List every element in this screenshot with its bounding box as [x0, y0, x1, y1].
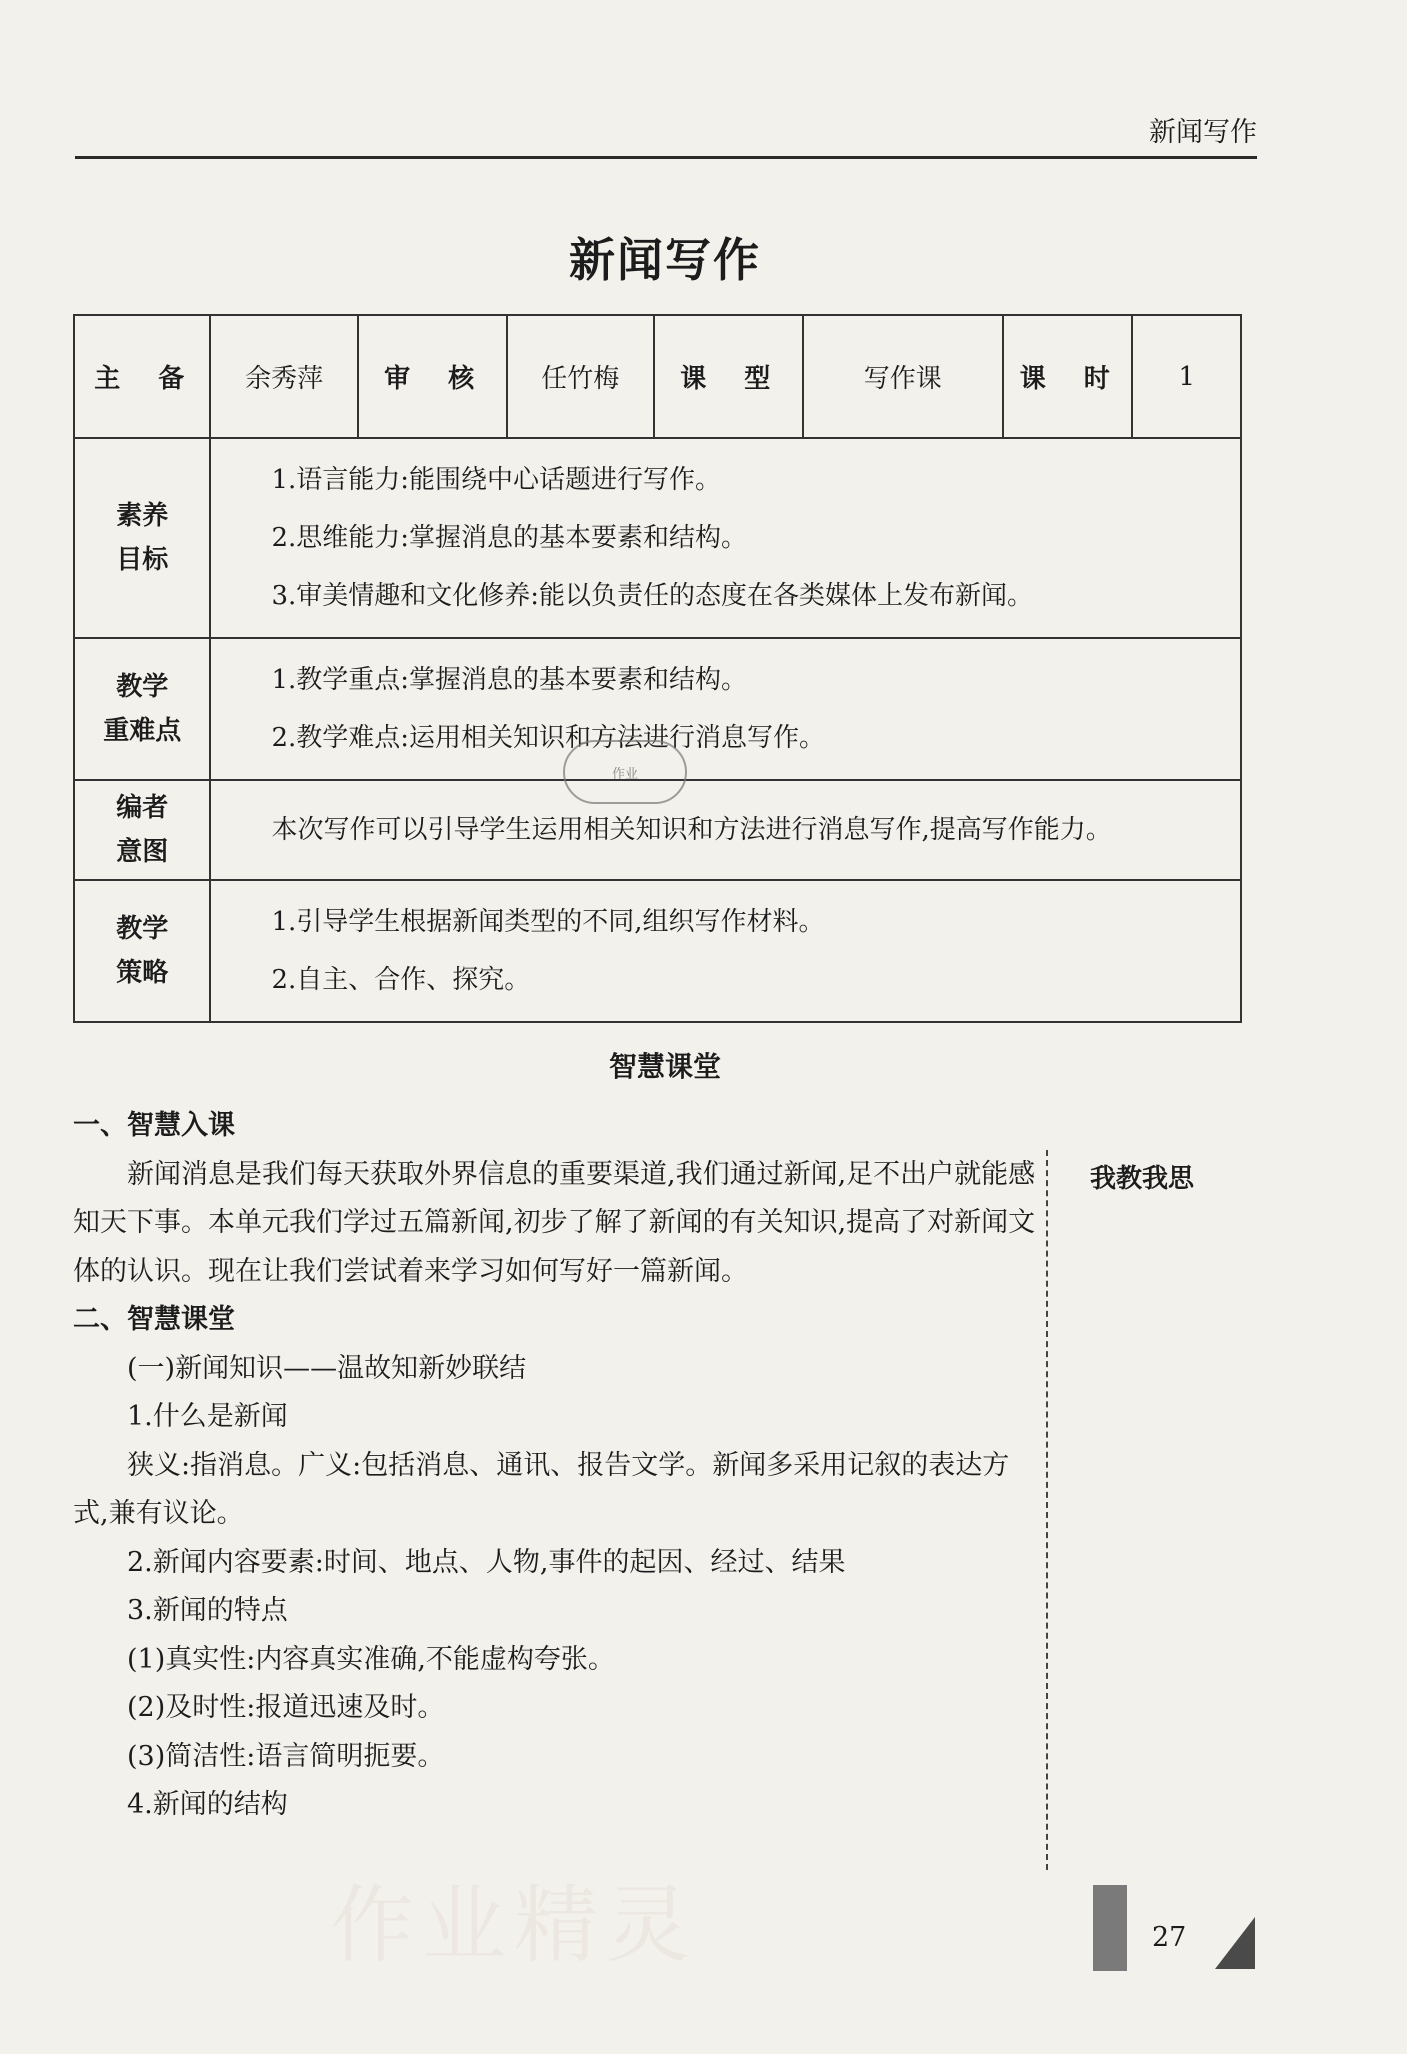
body-text: [73, 1102, 1043, 1830]
strategy-label-line2: 策略: [116, 958, 169, 988]
margin-note-title: 我教我思: [1090, 1164, 1195, 1194]
goals-label-line2: 目标: [116, 545, 169, 575]
strategy-label: [74, 880, 210, 1022]
intro-paragraph: 新闻消息是我们每天获取外界信息的重要渠道,我们通过新闻,足不出户就能感知天下事。本单元我们学过五篇新闻,初步了解了新闻的有关知识,提高了对新闻文体的认识。现在让我们尝试着来学习如何写好一篇新闻。: [73, 1158, 1036, 1287]
keshi-value: 1: [1132, 315, 1241, 438]
info-row-goals: [74, 438, 1241, 638]
intent-line-1: 本次写作可以引导学生运用相关知识和方法进行消息写作,提高写作能力。: [271, 815, 1112, 845]
focus-label-line2: 重难点: [103, 716, 182, 746]
info-header-row: [74, 315, 1241, 438]
kexing-value: 写作课: [803, 315, 1003, 438]
feature-conciseness: (3)简洁性:语言简明扼要。: [127, 1740, 445, 1772]
item-what-is-news: 1.什么是新闻: [127, 1401, 288, 1432]
intent-content: [210, 780, 1241, 880]
strategy-line-2: 2.自主、合作、探究。: [271, 965, 531, 995]
shenhe-value: 任竹梅: [507, 315, 654, 438]
focus-line-1: 1.教学重点:掌握消息的基本要素和结构。: [271, 665, 748, 695]
strategy-label-line1: 教学: [116, 914, 169, 944]
feature-authenticity: (1)真实性:内容真实准确,不能虚构夸张。: [127, 1643, 615, 1675]
intent-label-line2: 意图: [116, 837, 169, 867]
section-title: 智慧课堂: [608, 1050, 721, 1083]
stamp-text: 作业: [611, 766, 638, 782]
page-tab-marker: [1093, 1885, 1127, 1971]
shenhe-label: 审 核: [358, 315, 507, 438]
heading-class: 二、智慧课堂: [73, 1304, 235, 1335]
intent-label: [74, 780, 210, 880]
goals-label-line1: 素养: [116, 501, 169, 531]
zhubei-label: 主 备: [74, 315, 210, 438]
focus-label: [74, 638, 210, 780]
keshi-label: 课 时: [1003, 315, 1132, 438]
goals-label: [74, 438, 210, 638]
kexing-label: 课 型: [654, 315, 803, 438]
feature-timeliness: (2)及时性:报道迅速及时。: [127, 1692, 445, 1723]
sub-heading-knowledge: (一)新闻知识——温故知新妙联结: [127, 1352, 527, 1384]
item-news-elements: 2.新闻内容要素:时间、地点、人物,事件的起因、经过、结果: [127, 1546, 846, 1578]
goals-content: [210, 438, 1241, 638]
intent-label-line1: 编者: [116, 793, 169, 823]
strategy-line-1: 1.引导学生根据新闻类型的不同,组织写作材料。: [271, 907, 825, 937]
focus-content: [210, 638, 1241, 780]
news-definition: 狭义:指消息。广义:包括消息、通讯、报告文学。新闻多采用记叙的表达方式,兼有议论。: [73, 1449, 1010, 1529]
lesson-info-table: [73, 314, 1242, 1023]
goals-line-3: 3.审美情趣和文化修养:能以负责任的态度在各类媒体上发布新闻。: [271, 581, 1034, 611]
strategy-content: [210, 880, 1241, 1022]
watermark: 作业精灵: [330, 1876, 699, 1974]
homework-stamp: [563, 740, 687, 804]
goals-line-1: 1.语言能力:能围绕中心话题进行写作。: [271, 465, 722, 495]
page-corner-triangle: [1215, 1917, 1255, 1969]
goals-line-2: 2.思维能力:掌握消息的基本要素和结构。: [271, 523, 748, 553]
zhubei-value: 余秀萍: [210, 315, 357, 438]
item-news-features: 3.新闻的特点: [127, 1595, 288, 1626]
info-row-strategy: [74, 880, 1241, 1022]
page-number: 27: [1152, 1922, 1187, 1953]
focus-line-2: 2.教学难点:运用相关知识和方法进行消息写作。: [271, 723, 826, 753]
item-news-structure: 4.新闻的结构: [127, 1789, 288, 1820]
margin-divider: [1046, 1150, 1048, 1870]
heading-intro: 一、智慧入课: [73, 1110, 235, 1141]
header-section-title: 新闻写作: [1149, 117, 1257, 148]
focus-label-line1: 教学: [116, 672, 169, 702]
header-rule: [75, 156, 1257, 159]
page-title: 新闻写作: [569, 233, 761, 287]
